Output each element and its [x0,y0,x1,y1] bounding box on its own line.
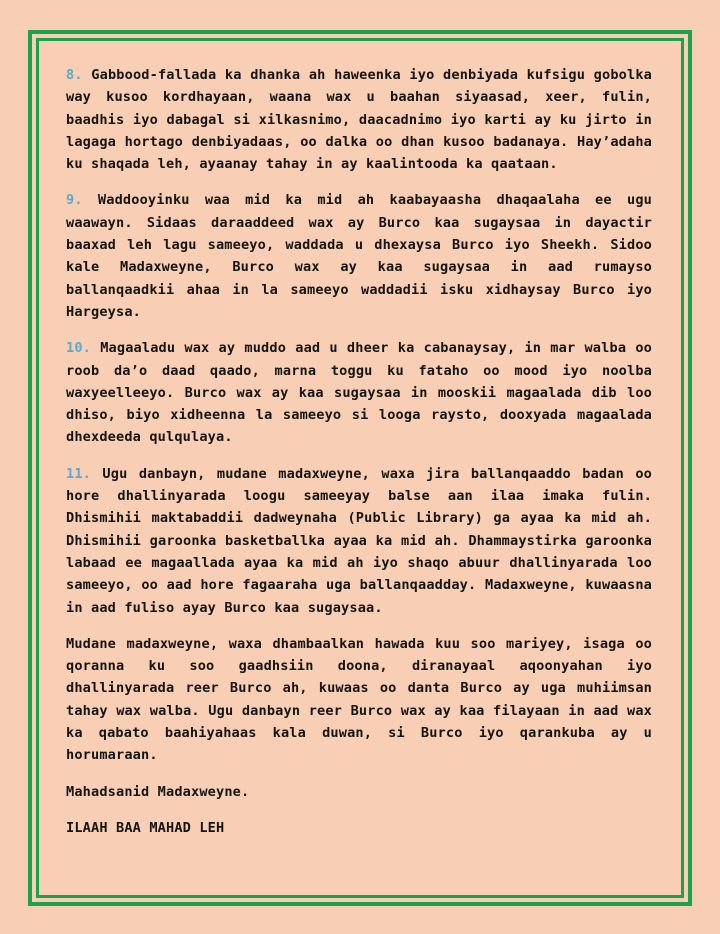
thanks-line: Mahadsanid Madaxweyne. [66,783,250,800]
letter-body [66,64,652,853]
closing-paragraph: Mudane madaxweyne, waxa dhambaalkan hawada kuu soo mariyey, isaga oo qoranna ku soo gaadhsiin doona, diranayaal aqoonyahan iyo dhallinyarada reer Burco ah, kuwaas oo danta Burco ay uga muhiimsan tahay wax walba. Ugu danbayn reer Burco wax ay kaa filayaan in aad wax ka qabato baahiyahaas kala duwan, si Burco iyo qarankuba ay u horumaraan. [66,635,652,764]
paragraph-8 [66,64,652,175]
paragraph-number: 8. [66,67,83,83]
paragraph-text: Magaaladu wax ay muddo aad u dheer ka cabanaysay, in mar walba oo roob da’o daad qaado, marna toggu ku fataho oo mood iyo noolba waxyeelleeyo. Burco wax ay kaa sugaysaa in mooskii magaalada dib loo dhiso, biyo xidheenna la sameeyo si looga raysto, dooxyada magaalada dhexdeeda qulqulaya. [66,340,652,446]
signoff-line: ILAAH BAA MAHAD LEH [66,819,225,836]
paragraph-number: 10. [66,340,92,357]
paragraph-9 [66,189,652,323]
paragraph-10 [66,337,652,448]
paragraph-number: 11. [66,465,92,482]
paragraph-number: 9. [66,192,83,209]
paragraph-11 [66,463,652,619]
paragraph-text: Ugu danbayn, mudane madaxweyne, waxa jira ballanqaaddo badan oo hore dhallinyarada loogu sameeyay balse aan ilaa imaka fulin. Dhismihii maktabaddii dadweynaha (Public Library) ga ayaa ka mid ah. Dhismihii garoonka basketballka ayaa ka mid ah. Dhammaystirka garoonka labaad ee magaallada ayaa ka mid ah iyo shaqo abuur dhallinyarada loo sameeyo, oo aad hore fagaaraha uga ballanqaadday. Madaxweyne, kuwaasna in aad fuliso ayay Burco kaa sugaysaa. [66,465,652,616]
paragraph-text: Gabbood-fallada ka dhanka ah haweenka iyo denbiyada kufsigu gobolka way kusoo kordhayaan, waana wax u baahan siyaasad, xeer, fulin, baadhis iyo dabagal si xilkasnimo, daacadnimo iyo karti ay ku jirto in lagaga hortago denbiyadaas, oo dalka oo dhan kusoo badanaya. Hay’adaha ku shaqada leh, ayaanay tahay in ay kaalintooda ka qaataan. [66,67,652,173]
paragraph-text: Waddooyinku waa mid ka mid ah kaabayaasha dhaqaalaha ee ugu waawayn. Sidaas daraaddeed wax ay Burco kaa sugaysaa in dayactir baaxad leh lagu sameeyo, waddada u dhexaysa Burco iyo Sheekh. Sidoo kale Madaxweyne, Burco wax ay kaa sugaysaa in aad rumayso ballanqaadkii ahaa in la sameeyo waddadii isku xidhaysay Burco iyo Hargeysa. [66,192,652,320]
